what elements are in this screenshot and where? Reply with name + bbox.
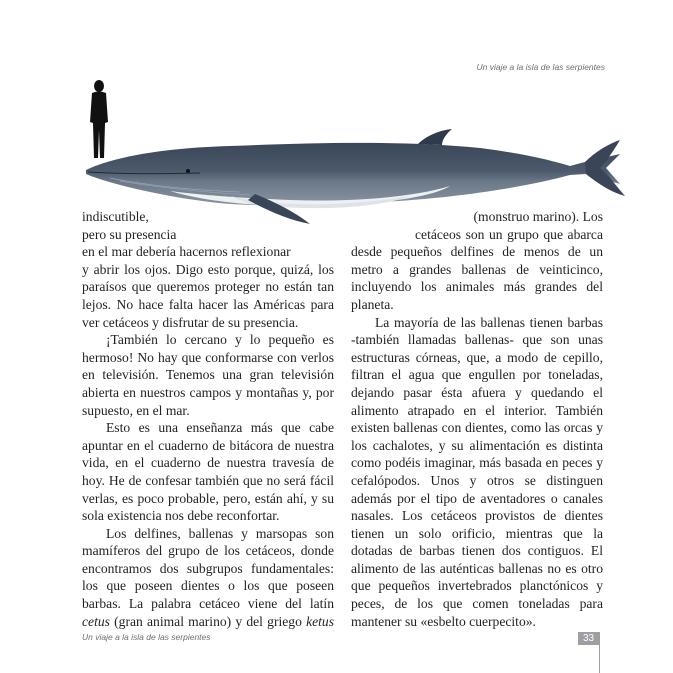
human-silhouette-icon	[90, 80, 108, 158]
body-text: y abrir los ojos. Digo esto porque, quizá, los paraísos que queremos proteger no están tan lejos. No hace falta hacer las Américas para ver cetáceos y disfrutar de su presencia.	[82, 261, 334, 330]
body-text: Los delfines, ballenas y marsopas son mamíferos del grupo de los cetáceos, donde encontramos dos subgrupos fundamentales: los que poseen dientes o los que poseen barbas. La palabra cetáceo viene del latín	[82, 525, 334, 612]
body-line: pero su presencia	[82, 226, 177, 242]
left-column	[82, 208, 334, 630]
body-text: cetáceos son un grupo que abarca desde pequeños delfines de menos de un metro a grandes ballenas de veinticinco, incluyendo los animales más grandes del planeta.	[351, 226, 603, 312]
body-paragraph: La mayoría de las ballenas tienen barbas -también llamadas ballenas- que son unas estructuras córneas, que, a modo de cepillo, filtran el agua que engullen por toneladas, dejando pasar ésta afuera y quedando el alimento atrapado en el interior. También existen ballenas con dientes, como las orcas y los cachalotes, y su alimentación es distinta como podéis imaginar, más basada en peces y cefalópodos. Unos y otros se distinguen además por el tipo de aventadores o canales nasales. Los cetáceos provistos de dientes tienen un solo orificio, mientras que la dotadas de barbas tienen dos contiguos. El alimento de las auténticas ballenas no es otro que pequeños invertebrados planctónicos y peces, de los que comen toneladas para mantener su «esbelto cuerpecito».	[351, 314, 603, 629]
body-text: (gran animal marino) y del griego	[114, 613, 302, 629]
greek-term: ketus	[306, 613, 334, 629]
footer-running-title: Un viaje a la isla de las serpientes	[82, 632, 211, 642]
body-line: indiscutible,	[82, 209, 149, 224]
body-paragraph: Esto es una enseñanza más que cabe apuntar en el cuaderno de bitácora de nuestra vida, en el cuaderno de nuestra travesía de hoy. He de confesar también que no será fácil verlas, es poco probable, pero, están ahí, y su sola existencia nos debe reconfortar.	[82, 420, 334, 524]
body-line: (monstruo marino). Los	[473, 209, 603, 224]
whale-illustration	[80, 74, 625, 224]
right-column	[351, 208, 603, 630]
page-number: 33	[578, 632, 599, 645]
body-paragraph: ¡También lo cercano y lo pequeño es hermoso! No hay que conformarse con verlos en televisión. Tenemos una gran televisión abierta en nuestros campos y montañas y, por supuesto, en el mar.	[82, 332, 334, 418]
latin-term: cetus	[82, 613, 110, 629]
body-paragraph	[82, 525, 334, 631]
body-line: en el mar debería hacernos reflexionar	[82, 244, 291, 260]
running-header: Un viaje a la isla de las serpientes	[476, 62, 605, 72]
footer-rule	[599, 632, 600, 673]
